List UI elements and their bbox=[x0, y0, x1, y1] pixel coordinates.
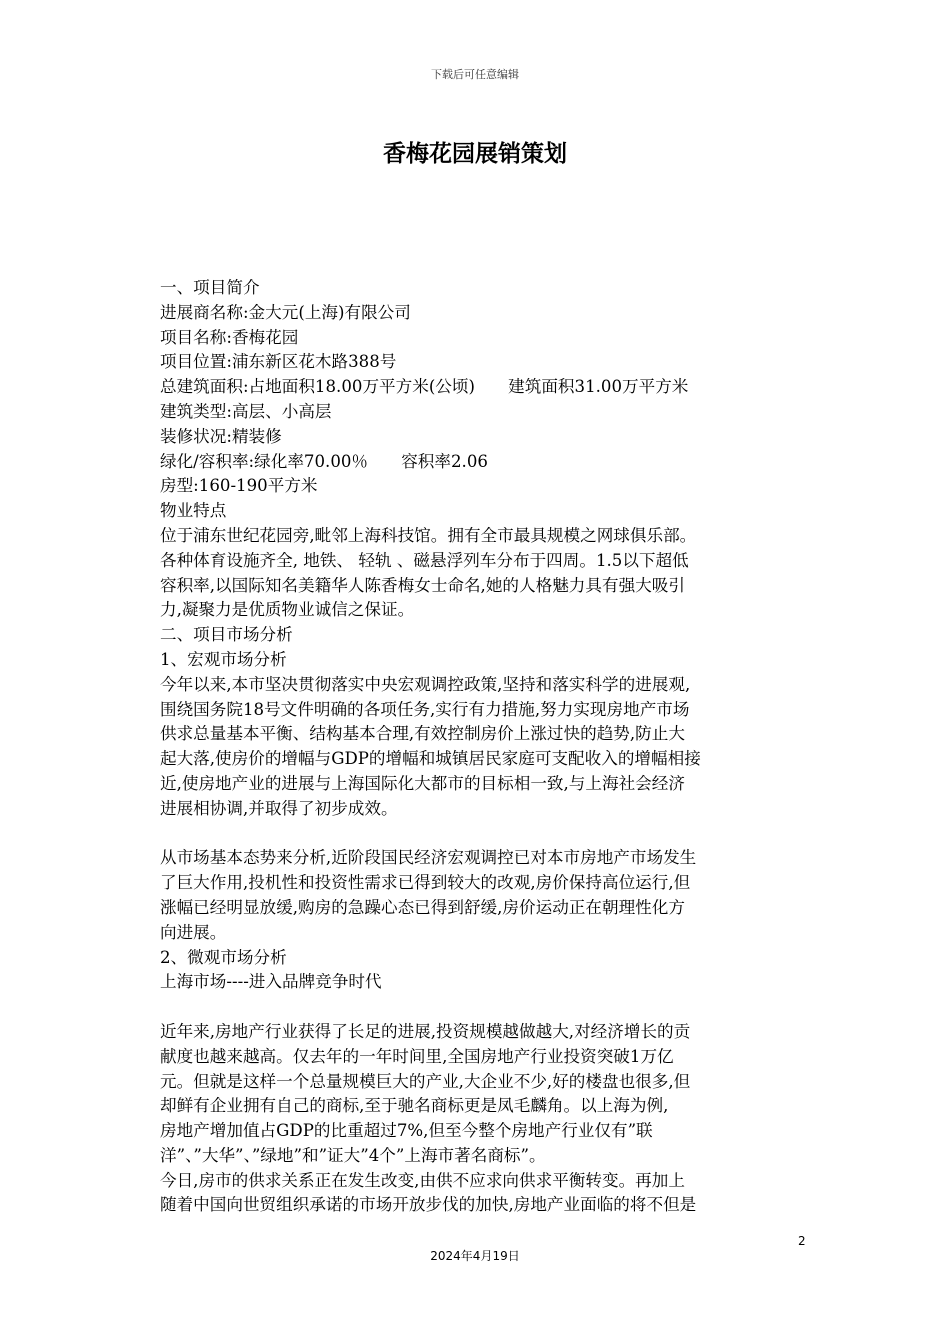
body-line: 房型:160-190平方米 bbox=[160, 476, 318, 496]
body-line: 进展商名称:金大元(上海)有限公司 bbox=[160, 302, 411, 322]
body-line: 位于浦东世纪花园旁,毗邻上海科技馆。拥有全市最具规模之网球俱乐部。 bbox=[160, 525, 697, 545]
body-line: 装修状况:精装修 bbox=[160, 426, 282, 446]
document-body bbox=[160, 276, 800, 1218]
body-line: 今日,房市的供求关系正在发生改变,由供不应求向供求平衡转变。再加上 bbox=[160, 1170, 685, 1190]
body-line: 围绕国务院18号文件明确的各项任务,实行有力措施,努力实现房地产市场 bbox=[160, 699, 690, 719]
page-header: 下载后可任意编辑 bbox=[431, 68, 519, 81]
body-line: 起大落,使房价的增幅与GDP的增幅和城镇居民家庭可支配收入的增幅相接 bbox=[160, 749, 701, 769]
body-line: 涨幅已经明显放缓,购房的急躁心态已得到舒缓,房价运动正在朝理性化方 bbox=[160, 897, 685, 917]
body-line: 绿化/容积率:绿化率70.00％ 容积率2.06 bbox=[160, 451, 488, 471]
body-line: 了巨大作用,投机性和投资性需求已得到较大的改观,房价保持高位运行,但 bbox=[160, 873, 691, 893]
document-title: 香梅花园展销策划 bbox=[383, 141, 567, 167]
body-line: 洋”、”大华”、”绿地”和”证大”4个”上海市著名商标”。 bbox=[160, 1145, 546, 1165]
body-line: 今年以来,本市坚决贯彻落实中央宏观调控政策,坚持和落实科学的进展观, bbox=[160, 674, 691, 694]
body-line: 近,使房地产业的进展与上海国际化大都市的目标相一致,与上海社会经济 bbox=[160, 773, 685, 793]
body-line: 供求总量基本平衡、结构基本合理,有效控制房价上涨过快的趋势,防止大 bbox=[160, 724, 685, 744]
body-line: 建筑类型:高层、小高层 bbox=[160, 401, 332, 421]
page-number: 2 bbox=[798, 1234, 806, 1248]
body-line: 随着中国向世贸组织承诺的市场开放步伐的加快,房地产业面临的将不但是 bbox=[160, 1195, 697, 1215]
body-line: 1、宏观市场分析 bbox=[160, 649, 287, 669]
body-line: 力,凝聚力是优质物业诚信之保证。 bbox=[160, 600, 415, 620]
body-line: 元。但就是这样一个总量规模巨大的产业,大企业不少,好的楼盘也很多,但 bbox=[160, 1071, 691, 1091]
body-line: 献度也越来越高。仅去年的一年时间里,全国房地产行业投资突破1万亿 bbox=[160, 1046, 674, 1066]
body-line: 一、项目简介 bbox=[160, 278, 260, 297]
body-line: 从市场基本态势来分析,近阶段国民经济宏观调控已对本市房地产市场发生 bbox=[160, 848, 697, 868]
body-line: 物业特点 bbox=[160, 501, 227, 521]
body-line: 总建筑面积:占地面积18.00万平方米(公顷) 建筑面积31.00万平方米 bbox=[160, 377, 689, 397]
body-line: 却鲜有企业拥有自己的商标,至于驰名商标更是凤毛麟角。以上海为例, bbox=[160, 1096, 669, 1116]
body-line: 容积率,以国际知名美籍华人陈香梅女士命名,她的人格魅力具有强大吸引 bbox=[160, 575, 685, 595]
body-line: 向进展。 bbox=[160, 922, 227, 942]
body-line: 项目名称:香梅花园 bbox=[160, 327, 299, 347]
blank-line bbox=[160, 822, 800, 847]
body-line: 房地产增加值占GDP的比重超过7%,但至今整个房地产行业仅有”联 bbox=[160, 1121, 653, 1141]
body-line: 进展相协调,并取得了初步成效。 bbox=[160, 798, 398, 818]
body-line: 二、项目市场分析 bbox=[160, 625, 293, 645]
body-line: 项目位置:浦东新区花木路388号 bbox=[160, 352, 397, 372]
body-line: 上海市场----进入品牌竞争时代 bbox=[160, 972, 382, 992]
blank-line bbox=[160, 995, 800, 1020]
body-line: 近年来,房地产行业获得了长足的进展,投资规模越做越大,对经济增长的贡 bbox=[160, 1021, 691, 1041]
body-line: 各种体育设施齐全, 地铁、 轻轨 、磁悬浮列车分布于四周。1.5以下超低 bbox=[160, 550, 689, 570]
page-footer-date: 2024年4月19日 bbox=[430, 1249, 520, 1263]
body-line: 2、微观市场分析 bbox=[160, 947, 287, 967]
